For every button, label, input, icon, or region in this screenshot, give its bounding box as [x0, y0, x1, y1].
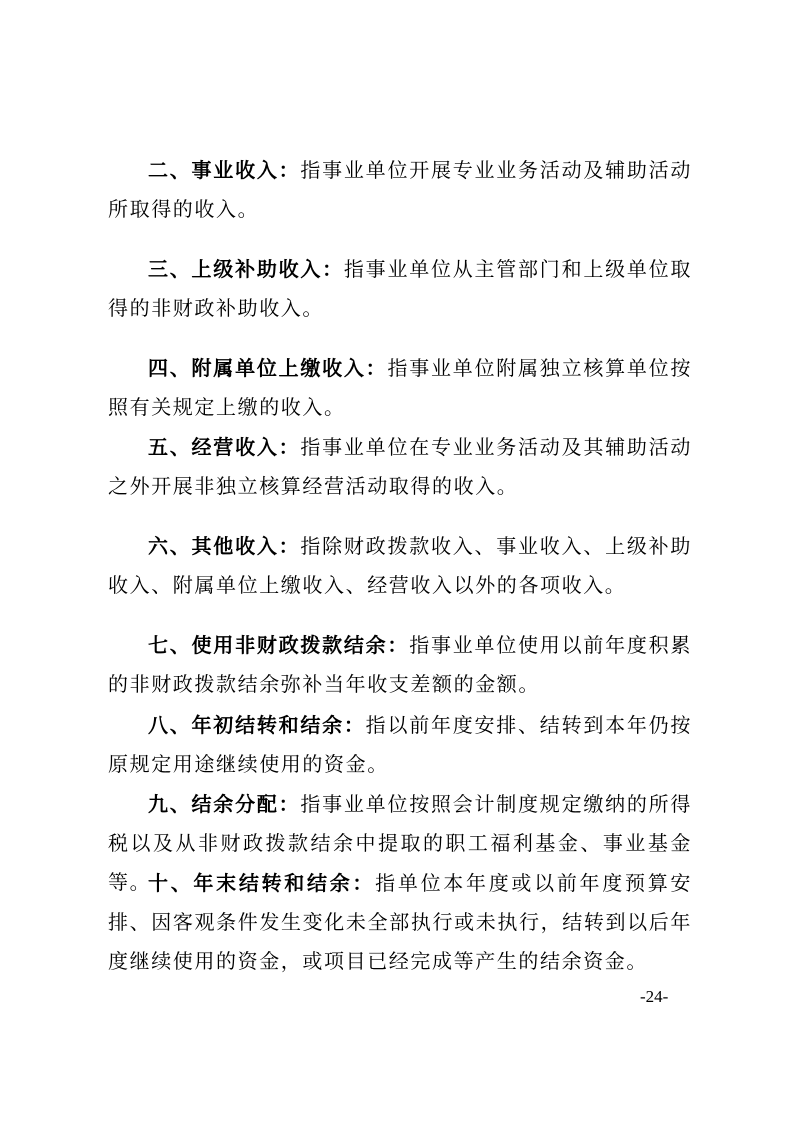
term-label: 三、上级补助收入： [148, 257, 344, 281]
term-label: 七、使用非财政拨款结余： [148, 633, 410, 657]
term-label: 八、年初结转和结余： [148, 713, 366, 737]
paragraph-year-end-carryover [108, 864, 692, 981]
paragraph-affiliated-unit-income [108, 349, 692, 427]
term-definition: 指除财政拨款收入、事业收入、上级补助收入、附属单位上缴收入、经营收入以外的各项收入。 [108, 534, 692, 597]
paragraph-operating-income [108, 428, 692, 506]
term-label: 九、结余分配： [148, 792, 301, 816]
term-definition: 指事业单位开展专业业务活动及辅助活动所取得的收入。 [108, 158, 692, 221]
paragraph-use-of-non-fiscal-surplus [108, 626, 692, 704]
paragraph-business-income [108, 151, 692, 229]
term-definition: 指事业单位从主管部门和上级单位取得的非财政补助收入。 [108, 257, 692, 320]
term-label: 四、附属单位上缴收入： [148, 356, 388, 380]
term-label: 五、经营收入： [148, 435, 301, 459]
term-definition: 指事业单位附属独立核算单位按照有关规定上缴的收入。 [108, 356, 692, 419]
term-definition: 指以前年度安排、结转到本年仍按原规定用途继续使用的资金。 [108, 713, 693, 776]
paragraph-other-income [108, 527, 692, 605]
page-number: -24- [640, 987, 669, 1006]
paragraph-superior-subsidy-income [108, 250, 692, 328]
paragraph-beginning-carryover [108, 706, 692, 784]
term-definition: 指事业单位使用以前年度积累的非财政拨款结余弥补当年收支差额的金额。 [108, 633, 692, 696]
term-definition: 指事业单位按照会计制度规定缴纳的所得税以及从非财政拨款结余中提取的职工福利基金、事业基金等。 [108, 792, 692, 894]
term-label: 六、其他收入： [148, 534, 301, 558]
term-definition: 指事业单位在专业业务活动及其辅助活动之外开展非独立核算经营活动取得的收入。 [108, 435, 692, 498]
term-label: 二、事业收入： [148, 158, 301, 182]
term-label: 十、年末结转和结余： [148, 871, 376, 895]
term-definition: 指单位本年度或以前年度预算安排、因客观条件发生变化未全部执行或未执行，结转到以后年度继续使用的资金，或项目已经完成等产生的结余资金。 [108, 871, 693, 973]
